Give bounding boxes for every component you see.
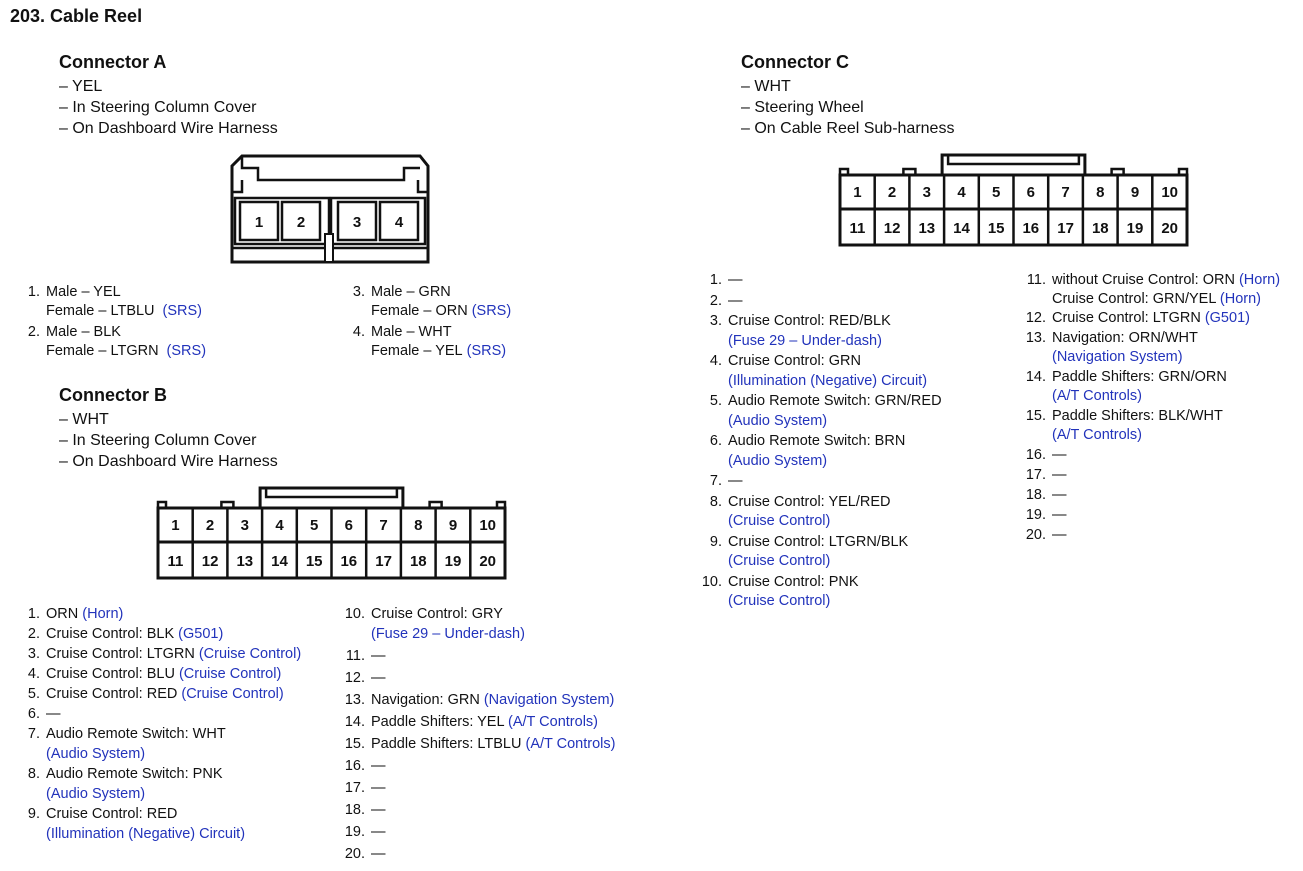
connector-c-location: – Steering Wheel: [741, 99, 864, 116]
connector-a-title: Connector A: [59, 52, 167, 72]
svg-text:20: 20: [1161, 220, 1179, 237]
connector-b-cavity-11: [167, 553, 183, 570]
connector-a-color: – YEL: [59, 78, 103, 95]
svg-text:4: 4: [275, 517, 284, 534]
list-item: 3. Cruise Control: RED/BLK (Fuse 29 – Under-dash): [709, 313, 891, 349]
svg-text:2: 2: [296, 214, 306, 231]
list-item: 10. Cruise Control: PNK (Cruise Control): [701, 573, 859, 609]
list-item: 6. —: [27, 706, 61, 722]
connector-c-cavity-19: [1127, 220, 1144, 237]
list-item: 17. —: [1025, 467, 1067, 483]
svg-text:2: 2: [205, 517, 215, 534]
list-item: 9. Cruise Control: RED (Illumination (Negative) Circuit): [27, 806, 246, 842]
list-item: 20. —: [1025, 527, 1067, 543]
connector-b-cavity-18: [410, 553, 427, 570]
svg-text:11: 11: [849, 220, 866, 237]
svg-text:19: 19: [444, 553, 462, 570]
connector-a-pin-list-left: [14, 283, 206, 361]
connector-b-cavity-2: [206, 517, 214, 534]
list-item: 3. Cruise Control: LTGRN (Cruise Control): [27, 646, 302, 662]
svg-text:18: 18: [409, 553, 427, 570]
connector-c-cavity-11: [849, 220, 865, 237]
connector-b-cavity-1: [171, 517, 179, 534]
connector-c-cavity-6: [1027, 184, 1035, 201]
svg-text:15: 15: [305, 553, 323, 570]
list-item: 6. Audio Remote Switch: BRN (Audio System): [709, 433, 906, 469]
svg-text:6: 6: [344, 517, 353, 534]
connector-c-cavity-1: [853, 184, 861, 201]
connector-b-cavity-5: [310, 517, 318, 534]
list-item: 1. —: [709, 272, 743, 288]
connector-a-cavity-2: [282, 202, 320, 240]
list-item: 7. Audio Remote Switch: WHT (Audio System): [27, 726, 226, 762]
connector-c-cavity-9: [1131, 184, 1139, 201]
list-item: 1. Male – YEL Female – LTBLU (SRS): [27, 284, 203, 319]
list-item: 4. Cruise Control: GRN (Illumination (Negative) Circuit): [709, 353, 928, 389]
svg-text:10: 10: [479, 517, 497, 534]
connector-c-cavity-10: [1161, 184, 1178, 201]
connector-c-cavity-17: [1057, 220, 1074, 237]
connector-b-cavity-13: [236, 553, 253, 570]
svg-text:15: 15: [987, 220, 1005, 237]
connector-c-cavity-18: [1092, 220, 1109, 237]
svg-text:1: 1: [853, 184, 862, 201]
svg-text:4: 4: [394, 214, 404, 231]
list-item: 15. Paddle Shifters: BLK/WHT (A/T Controls): [1025, 408, 1223, 443]
svg-text:17: 17: [375, 553, 392, 570]
connector-b-cavity-12: [202, 553, 219, 570]
svg-text:3: 3: [240, 517, 249, 534]
connector-c-pin-list-right: [1020, 271, 1280, 545]
list-item: 20. —: [344, 846, 386, 862]
connector-b-cavity-14: [271, 553, 288, 570]
list-item: 2. —: [709, 292, 743, 309]
svg-text:20: 20: [479, 553, 497, 570]
list-item: 15. Paddle Shifters: LTBLU (A/T Controls): [344, 736, 616, 752]
list-item: 10. Cruise Control: GRY (Fuse 29 – Under-dash): [344, 606, 525, 642]
svg-text:8: 8: [1096, 184, 1105, 201]
list-item: 5. Audio Remote Switch: GRN/RED (Audio System): [709, 393, 942, 429]
list-item: 2. Cruise Control: BLK (G501): [27, 626, 224, 642]
list-item: 19. —: [1025, 507, 1067, 523]
list-item: 2. Male – BLK Female – LTGRN (SRS): [27, 324, 207, 359]
svg-text:5: 5: [992, 184, 1001, 201]
connector-b-color: – WHT: [59, 411, 109, 428]
list-item: 17. —: [344, 780, 386, 796]
list-item: 3. Male – GRN Female – ORN (SRS): [352, 284, 512, 319]
connector-c-cavity-15: [988, 220, 1005, 237]
connector-a-description: [59, 76, 278, 139]
connector-c-cavity-13: [918, 220, 935, 237]
svg-text:19: 19: [1126, 220, 1144, 237]
connector-b-cavity-19: [445, 553, 462, 570]
list-item: 12. Cruise Control: LTGRN (G501): [1025, 310, 1250, 326]
svg-text:3: 3: [922, 184, 931, 201]
connector-c-cavity-4: [957, 184, 966, 201]
list-item: 5. Cruise Control: RED (Cruise Control): [27, 686, 284, 702]
connector-c-pin-list-left: [690, 271, 942, 612]
list-item: 16. —: [1025, 447, 1067, 463]
connector-b-cavity-16: [340, 553, 357, 570]
svg-text:14: 14: [953, 220, 970, 237]
connector-c-description: [741, 76, 954, 139]
connector-c-cavity-16: [1022, 220, 1039, 237]
connector-b-cavity-9: [449, 517, 457, 534]
connector-a-cavity-3: [338, 202, 376, 240]
connector-c-cavity-12: [884, 220, 901, 237]
list-item: 14. Paddle Shifters: YEL (A/T Controls): [344, 714, 599, 730]
list-item: 8. Audio Remote Switch: PNK (Audio System): [27, 766, 223, 802]
svg-text:16: 16: [1022, 220, 1040, 237]
connector-c-cavity-2: [888, 184, 896, 201]
connector-c-cavity-14: [953, 220, 970, 237]
svg-text:11: 11: [167, 553, 184, 570]
list-item: 8. Cruise Control: YEL/RED (Cruise Control): [709, 493, 891, 529]
list-item: 12. —: [344, 670, 386, 686]
connector-b-location: – In Steering Column Cover: [59, 432, 257, 449]
connector-c-cavity-8: [1096, 184, 1104, 201]
svg-text:8: 8: [414, 517, 423, 534]
list-item: 13. Navigation: ORN/WHT (Navigation System): [1025, 330, 1198, 365]
svg-text:14: 14: [271, 553, 288, 570]
svg-text:18: 18: [1091, 220, 1109, 237]
svg-text:1: 1: [254, 214, 264, 231]
list-item: 11. —: [345, 648, 386, 664]
connector-b-description: [59, 409, 278, 472]
page-title: 203. Cable Reel: [10, 6, 143, 26]
connector-a-face-diagram: [228, 152, 434, 266]
connector-b-cavity-10: [479, 517, 496, 534]
list-item: 13. Navigation: GRN (Navigation System): [344, 692, 615, 708]
list-item: 16. —: [344, 758, 386, 774]
connector-b-cavity-7: [379, 517, 387, 534]
connector-a-pin-list-right: [338, 283, 511, 361]
connector-b-cavity-6: [345, 517, 353, 534]
svg-text:7: 7: [379, 517, 388, 534]
connector-c-face-diagram: [832, 151, 1194, 259]
list-item: 7. —: [709, 473, 743, 489]
connector-a-location: – In Steering Column Cover: [59, 99, 257, 116]
connector-a-harness: – On Dashboard Wire Harness: [59, 120, 278, 137]
svg-text:3: 3: [352, 214, 362, 231]
connector-b-harness: – On Dashboard Wire Harness: [59, 453, 278, 470]
svg-text:17: 17: [1057, 220, 1074, 237]
svg-text:5: 5: [310, 517, 319, 534]
svg-text:9: 9: [448, 517, 458, 534]
connector-b-face-diagram: [150, 484, 512, 592]
svg-text:12: 12: [201, 553, 219, 570]
connector-a-cavity-4: [380, 202, 418, 240]
svg-text:12: 12: [883, 220, 901, 237]
svg-text:13: 13: [918, 220, 936, 237]
connector-b-cavity-8: [414, 517, 422, 534]
svg-text:16: 16: [340, 553, 358, 570]
connector-b-cavity-20: [479, 553, 496, 570]
svg-text:13: 13: [236, 553, 254, 570]
list-item: 19. —: [344, 824, 386, 840]
svg-text:9: 9: [1130, 184, 1140, 201]
list-item: 18. —: [1025, 487, 1067, 503]
svg-text:1: 1: [171, 517, 180, 534]
connector-b-pin-list-left: [14, 604, 301, 844]
list-item: 4. Male – WHT Female – YEL (SRS): [352, 324, 507, 359]
connector-b-cavity-3: [241, 517, 249, 534]
connector-c-harness: – On Cable Reel Sub-harness: [741, 120, 955, 137]
list-item: 14. Paddle Shifters: GRN/ORN (A/T Controls): [1025, 369, 1227, 404]
list-item: 1. ORN (Horn): [27, 606, 124, 622]
connector-b-cavity-4: [275, 517, 284, 534]
connector-a-cavity-1: [240, 202, 278, 240]
connector-c-cavity-20: [1161, 220, 1178, 237]
connector-b-cavity-17: [375, 553, 392, 570]
connector-c-title: Connector C: [741, 52, 849, 72]
connector-c-cavity-5: [992, 184, 1000, 201]
connector-c-cavity-3: [923, 184, 931, 201]
svg-text:4: 4: [957, 184, 966, 201]
list-item: 18. —: [344, 802, 386, 818]
svg-text:6: 6: [1026, 184, 1035, 201]
connector-c-cavity-7: [1061, 184, 1069, 201]
svg-text:7: 7: [1061, 184, 1070, 201]
connector-c-color: – WHT: [741, 78, 791, 95]
svg-text:2: 2: [887, 184, 897, 201]
list-item: 11. without Cruise Control: ORN (Horn) Cruise Control: GRN/YEL (Horn): [1026, 272, 1281, 307]
connector-b-pin-list-right: [330, 604, 615, 864]
list-item: 4. Cruise Control: BLU (Cruise Control): [27, 666, 282, 682]
list-item: 9. Cruise Control: LTGRN/BLK (Cruise Control): [709, 533, 909, 569]
connector-b-cavity-15: [306, 553, 323, 570]
connector-b-title: Connector B: [59, 385, 167, 405]
svg-text:10: 10: [1161, 184, 1179, 201]
